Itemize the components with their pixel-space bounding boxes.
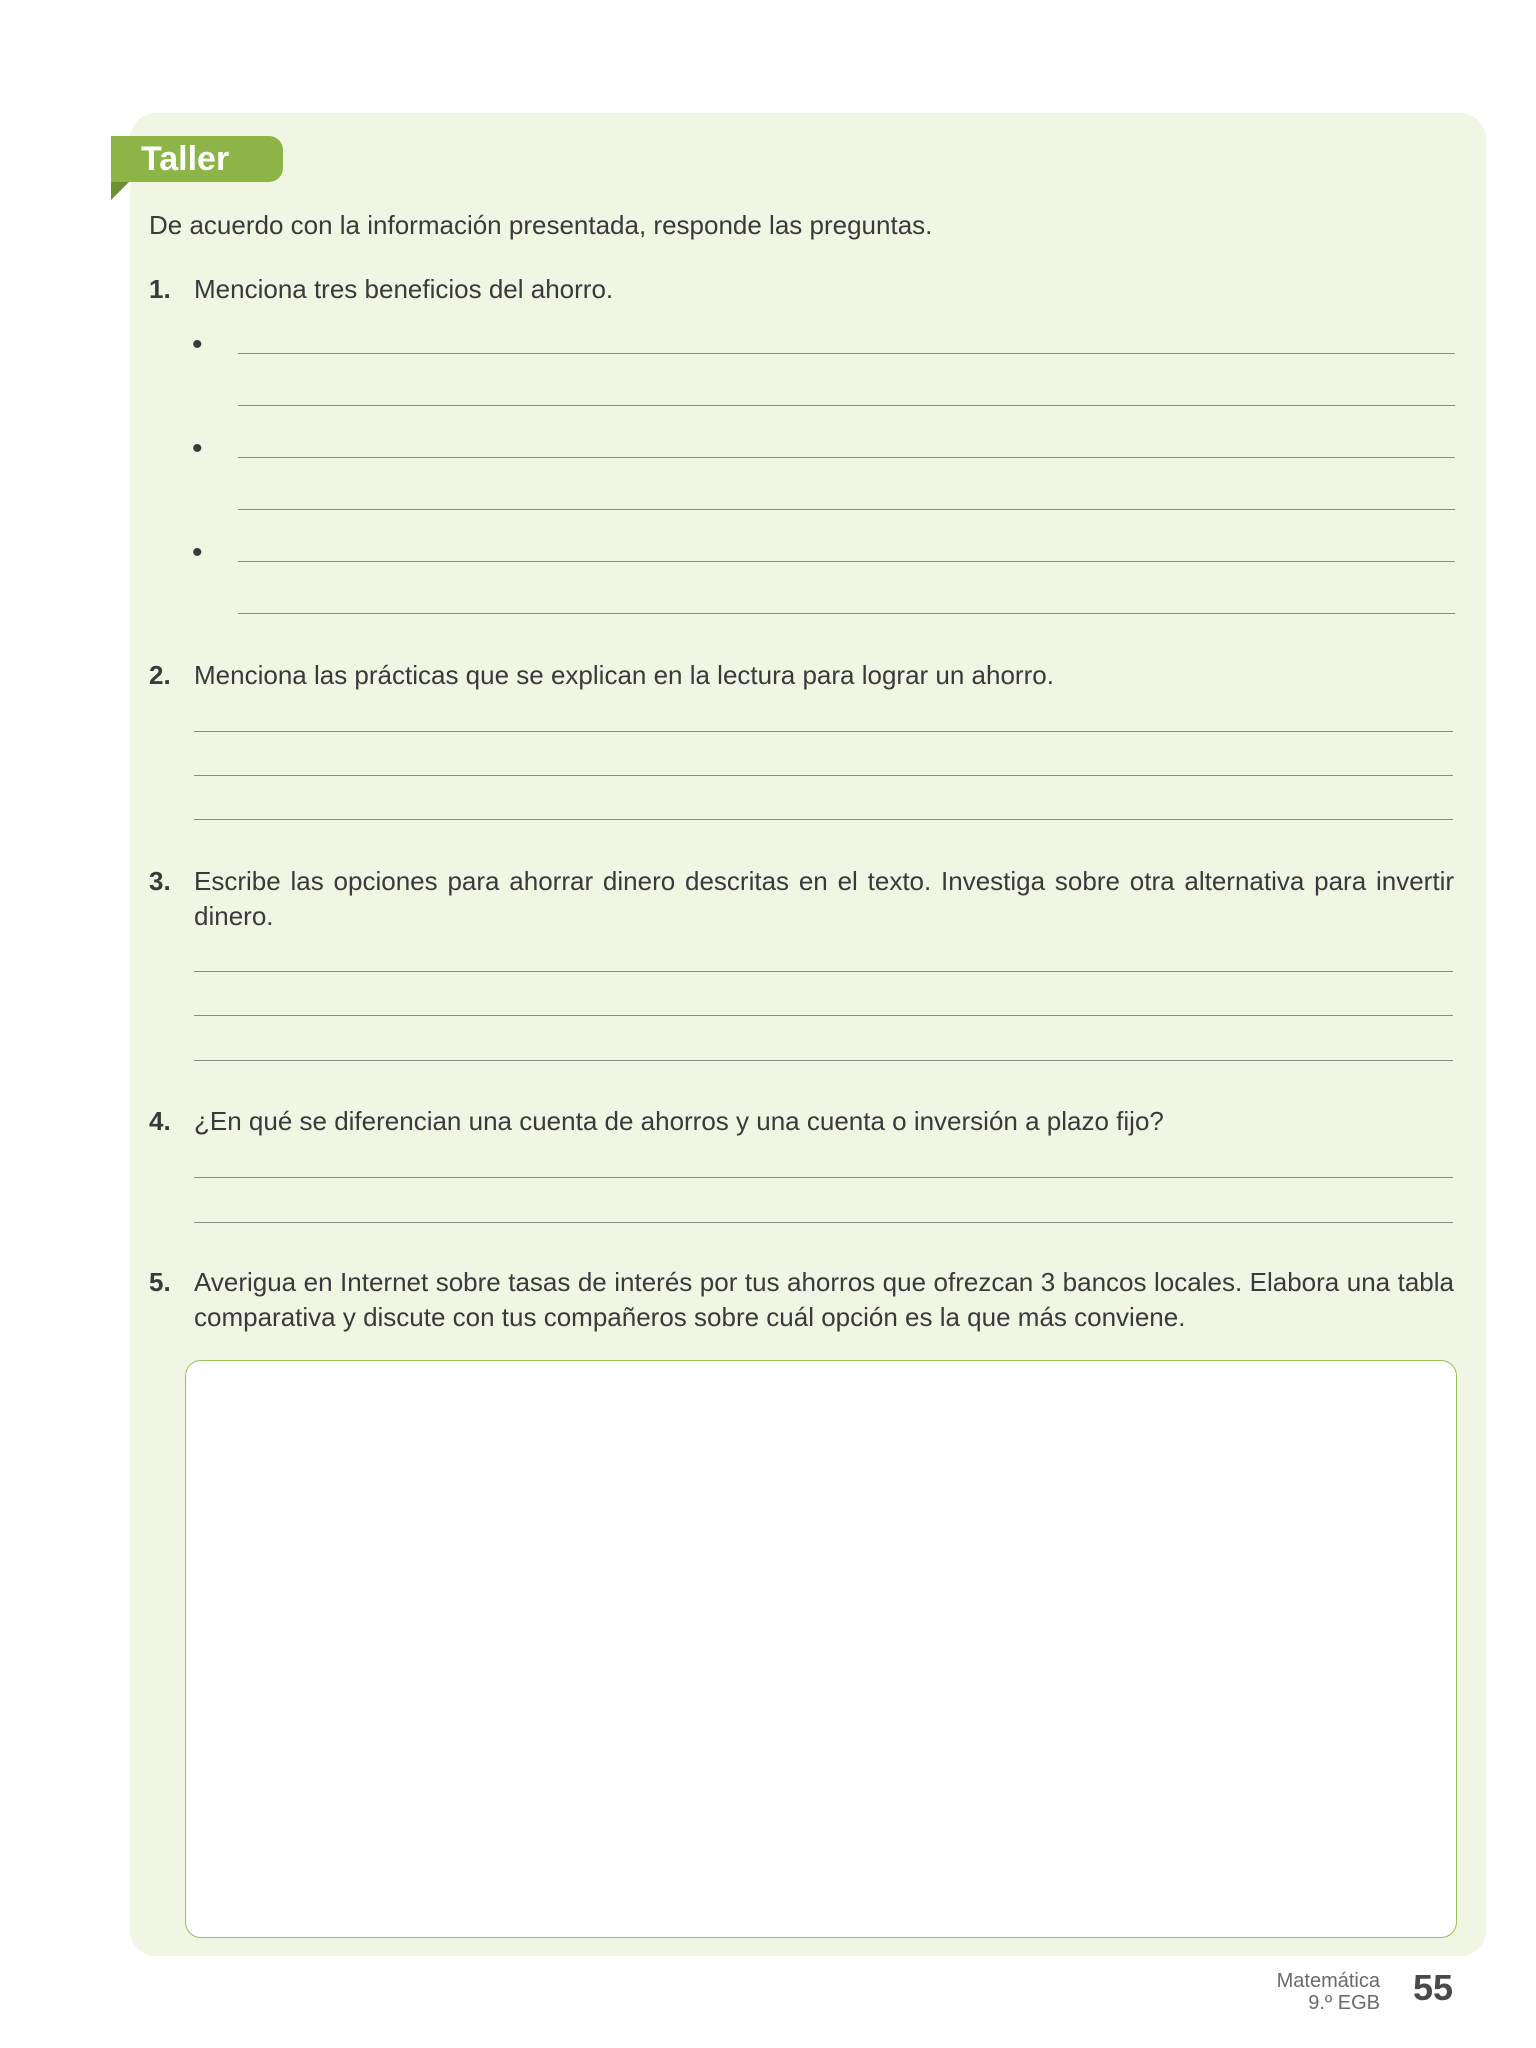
question-number: 3. bbox=[149, 866, 171, 896]
instructions-text: De acuerdo con la información presentada, responde las preguntas. bbox=[149, 210, 933, 240]
answer-line[interactable] bbox=[194, 1060, 1453, 1061]
answer-line[interactable] bbox=[194, 1015, 1453, 1016]
question-4 bbox=[149, 1104, 1454, 1139]
answer-line[interactable] bbox=[238, 405, 1455, 406]
question-text: Menciona las prácticas que se explican en la lectura para lograr un ahorro. bbox=[194, 660, 1054, 690]
question-2 bbox=[149, 658, 1454, 693]
answer-line[interactable] bbox=[194, 971, 1453, 972]
question-5 bbox=[149, 1265, 1454, 1335]
answer-line[interactable] bbox=[238, 353, 1455, 354]
footer-subject: Matemática bbox=[1276, 1970, 1380, 1992]
question-text: Averigua en Internet sobre tasas de interés por tus ahorros que ofrezcan 3 bancos locales. Elabora una tabla comparativa y discute con tus compañeros sobre cuál opción es la que más conviene. bbox=[194, 1267, 1454, 1332]
page-number: 55 bbox=[1413, 1967, 1454, 2008]
question-text: ¿En qué se diferencian una cuenta de ahorros y una cuenta o inversión a plazo fijo? bbox=[194, 1106, 1164, 1136]
question-number: 5. bbox=[149, 1267, 171, 1297]
answer-line[interactable] bbox=[194, 1177, 1453, 1178]
question-text: Menciona tres beneficios del ahorro. bbox=[194, 274, 614, 304]
answer-line[interactable] bbox=[238, 509, 1455, 510]
answer-line[interactable] bbox=[194, 1222, 1453, 1223]
answer-line[interactable] bbox=[194, 775, 1453, 776]
section-tag: Taller bbox=[111, 136, 283, 182]
comparison-table-box[interactable] bbox=[185, 1360, 1457, 1938]
footer-grade: 9.º EGB bbox=[1308, 1992, 1380, 2014]
bullet: • bbox=[192, 536, 203, 569]
question-number: 2. bbox=[149, 660, 171, 690]
question-number: 4. bbox=[149, 1106, 171, 1136]
question-text: Escribe las opciones para ahorrar dinero descritas en el texto. Investiga sobre otra alternativa para invertir dinero. bbox=[194, 866, 1454, 931]
bullet: • bbox=[192, 328, 203, 361]
section-tag-fold bbox=[111, 182, 129, 200]
question-number: 1. bbox=[149, 274, 171, 304]
page-footer bbox=[1277, 1970, 1380, 2014]
question-3 bbox=[149, 864, 1454, 934]
answer-line[interactable] bbox=[238, 457, 1455, 458]
answer-line[interactable] bbox=[238, 561, 1455, 562]
answer-line[interactable] bbox=[194, 731, 1453, 732]
answer-line[interactable] bbox=[194, 819, 1453, 820]
question-1 bbox=[149, 272, 1454, 307]
answer-line[interactable] bbox=[238, 613, 1455, 614]
bullet: • bbox=[192, 432, 203, 465]
